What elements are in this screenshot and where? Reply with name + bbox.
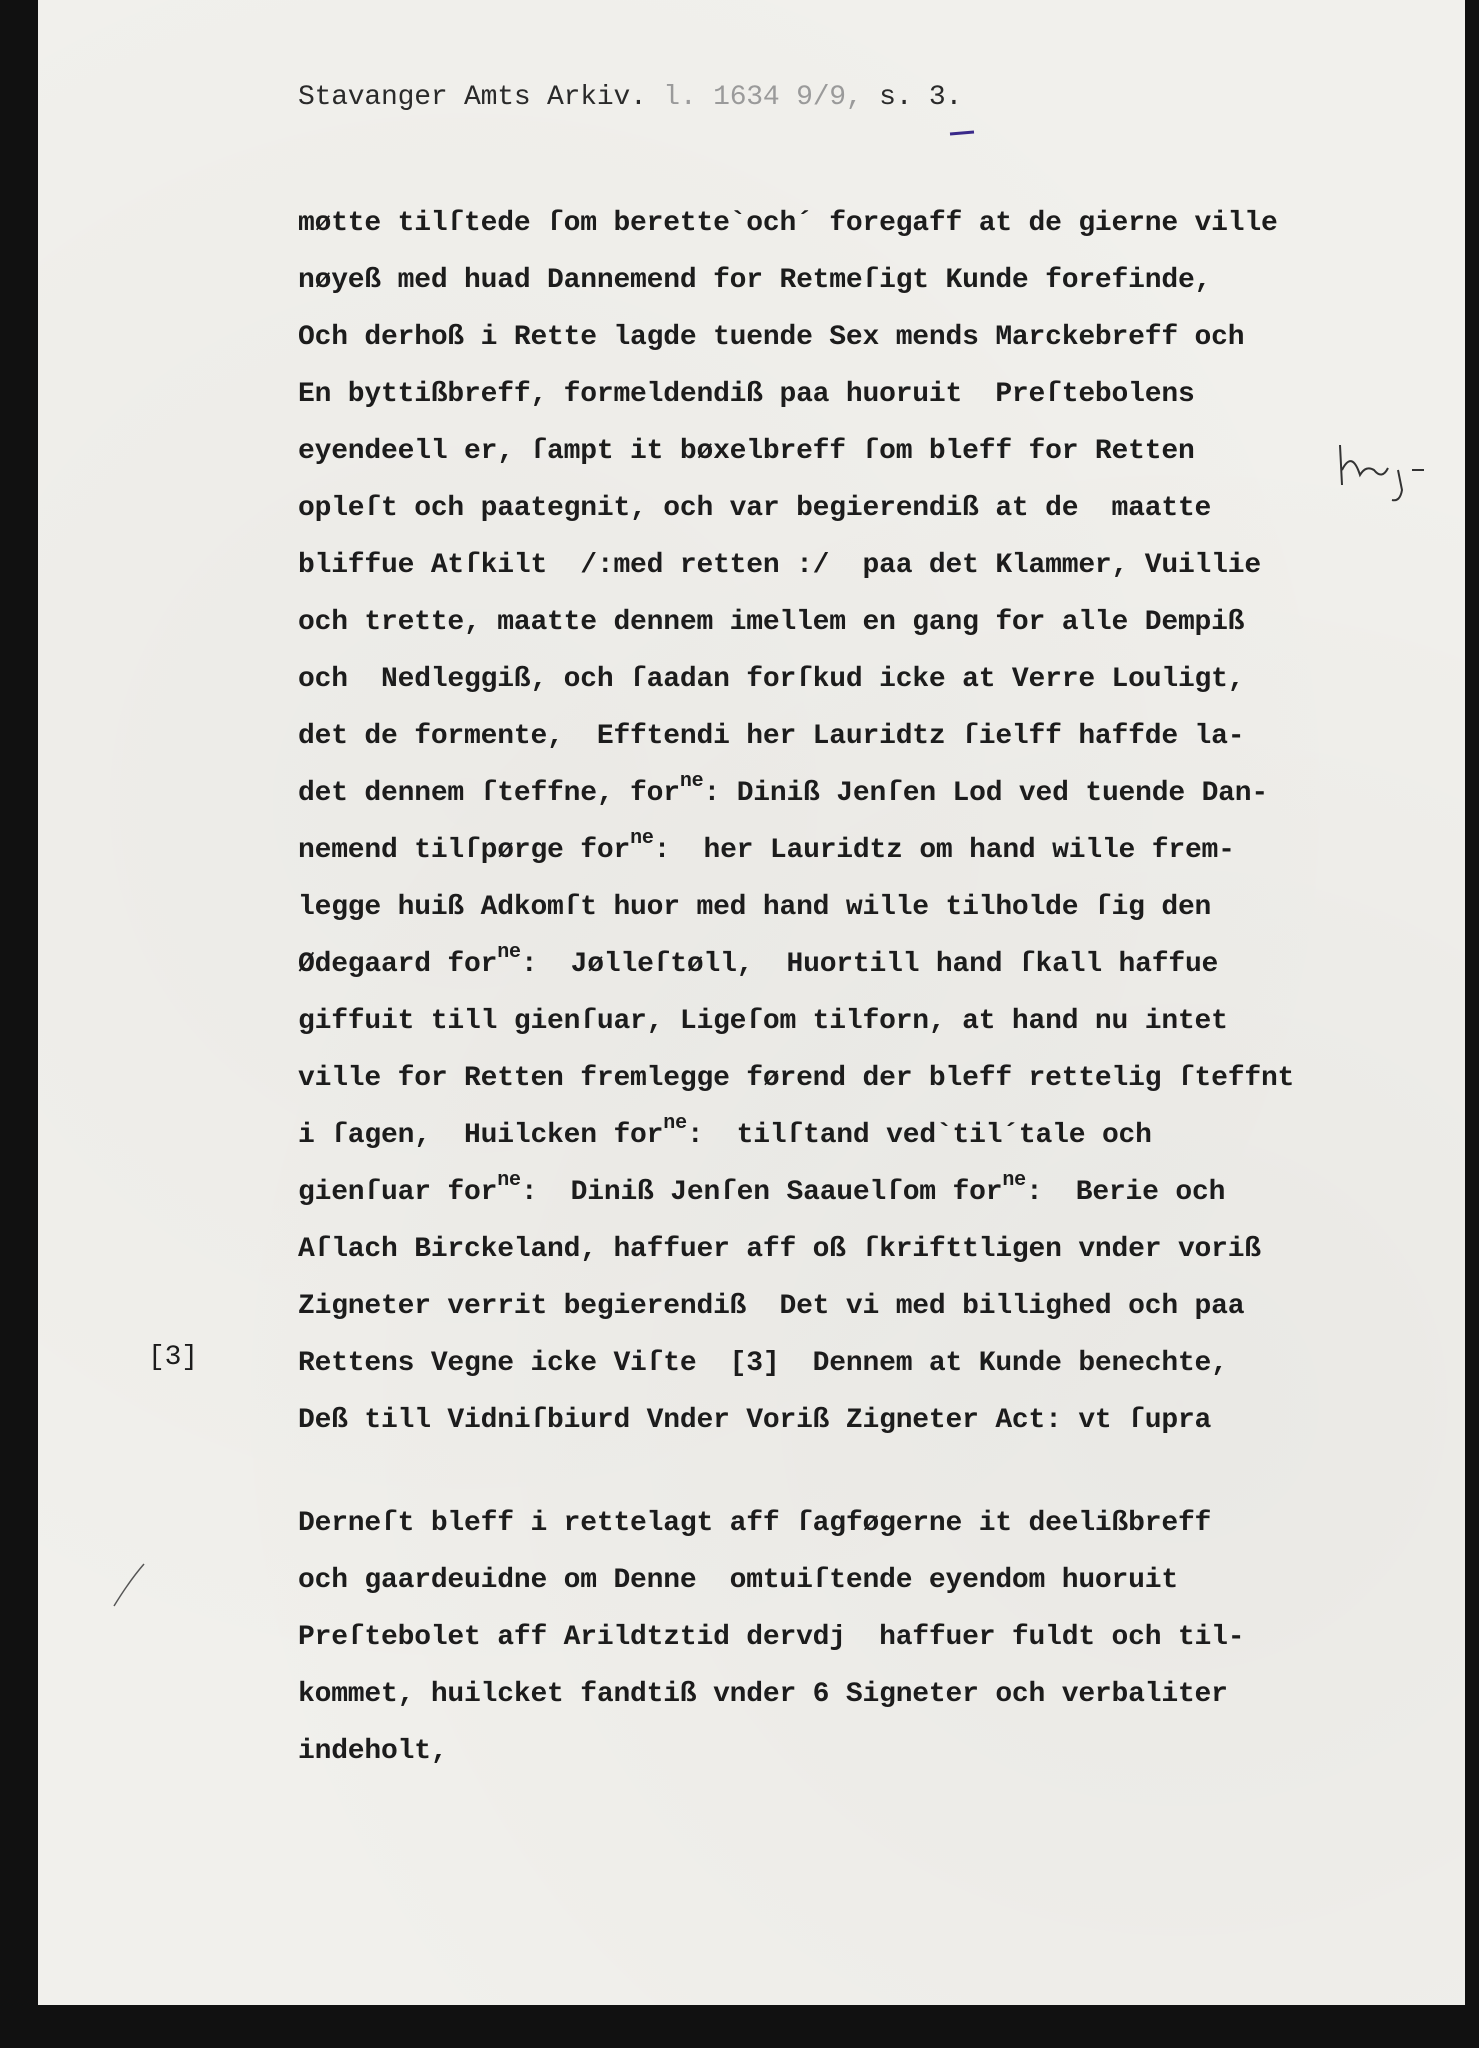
- text-line: [298, 1169, 1226, 1211]
- text-segment: och gaardeuidne om Denne omtuiſtende eyendom huoruit: [298, 1565, 1178, 1596]
- text-segment: Zigneter verrit begierendiß Det vi med billighed och paa: [298, 1291, 1245, 1322]
- superscript-abbreviation: ne: [663, 1112, 687, 1135]
- text-segment: och Nedleggiß, och ſaadan forſkud icke at Verre Louligt,: [298, 664, 1245, 695]
- text-line: [298, 1234, 1261, 1266]
- text-line: [298, 1736, 447, 1768]
- text-segment: indeholt,: [298, 1736, 448, 1767]
- archive-header: [298, 82, 962, 114]
- text-line: [298, 607, 1244, 639]
- text-segment: møtte tilſtede ſom berette`och´ foregaff at de gierne ville: [298, 208, 1278, 239]
- text-segment: giffuit till gienſuar, Ligeſom tilforn, at hand nu intet: [298, 1006, 1228, 1037]
- text-line: [298, 1565, 1178, 1597]
- text-segment: Ødegaard for: [298, 949, 498, 980]
- text-line: [298, 721, 1244, 753]
- archive-name: Stavanger Amts Arkiv.: [298, 82, 647, 113]
- superscript-abbreviation: ne: [497, 1169, 521, 1192]
- text-line: [298, 1063, 1294, 1095]
- text-segment: det de formente, Efftendi her Lauridtz ſielff haffde la-: [298, 721, 1245, 752]
- text-line: [298, 1006, 1228, 1038]
- superscript-abbreviation: ne: [630, 827, 654, 850]
- text-segment: Rettens Vegne icke Viſte [3] Dennem at Kunde benechte,: [298, 1348, 1228, 1379]
- text-line: [298, 770, 1268, 812]
- text-segment: : Diniß Jenſen Saauelſom for: [520, 1177, 1003, 1208]
- margin-pencil-stroke: [110, 1560, 150, 1610]
- text-segment: gienſuar for: [298, 1177, 498, 1208]
- text-line: [298, 827, 1235, 869]
- text-segment: En byttißbreff, formeldendiß paa huoruit Preſtebolens: [298, 379, 1195, 410]
- text-segment: kommet, huilcket fandtiß vnder 6 Signeter och verbaliter: [298, 1679, 1228, 1710]
- text-line: [298, 664, 1244, 696]
- text-segment: i ſagen, Huilcken for: [298, 1120, 664, 1151]
- text-line: [298, 1405, 1211, 1437]
- page-number: s. 3.: [879, 82, 963, 113]
- text-line: [298, 493, 1211, 525]
- text-segment: Deß till Vidniſbiurd Vnder Voriß Zigneter Act: vt ſupra: [298, 1405, 1212, 1436]
- text-segment: Preſtebolet aff Arildtztid dervdj haffuer fuldt och til-: [298, 1622, 1245, 1653]
- text-line: [298, 322, 1244, 354]
- text-line: [298, 941, 1219, 983]
- text-segment: det dennem ſteffne, for: [298, 778, 680, 809]
- text-segment: Och derhoß i Rette lagde tuende Sex mends Marckebreff och: [298, 322, 1245, 353]
- text-segment: nøyeß med huad Dannemend for Retmeſigt Kunde forefinde,: [298, 265, 1212, 296]
- text-line: [298, 550, 1261, 582]
- text-segment: bliffue Atſkilt /:med retten :/ paa det Klammer, Vuillie: [298, 550, 1261, 581]
- text-line: [298, 208, 1278, 240]
- text-segment: ville for Retten fremlegge førend der bleff rettelig ſteffnt: [298, 1063, 1295, 1094]
- superscript-abbreviation: ne: [679, 770, 704, 793]
- text-segment: eyendeell er, ſampt it bøxelbreff ſom bleff for Retten: [298, 436, 1195, 467]
- text-line: [298, 1112, 1152, 1154]
- text-line: [298, 1508, 1211, 1540]
- handwritten-note: [1330, 430, 1440, 510]
- text-segment: legge huiß Adkomſt huor med hand wille tilholde ſig den: [298, 892, 1212, 923]
- text-segment: Derneſt bleff i rettelagt aff ſagføgerne it deelißbreff: [298, 1508, 1212, 1539]
- text-line: [298, 436, 1195, 468]
- text-segment: : Diniß Jenſen Lod ved tuende Dan-: [703, 778, 1268, 809]
- text-line: [298, 892, 1211, 924]
- text-line: [298, 1622, 1244, 1654]
- text-line: [298, 1679, 1228, 1711]
- text-line: [298, 379, 1195, 411]
- text-segment: : tilſtand ved`til´tale och: [686, 1120, 1152, 1151]
- text-segment: : Jølleſtøll, Huortill hand ſkall haffue: [520, 949, 1219, 980]
- superscript-abbreviation: ne: [497, 941, 521, 964]
- text-line: [298, 1291, 1244, 1323]
- text-line: [298, 1348, 1228, 1380]
- margin-note: [3]: [148, 1342, 198, 1373]
- text-segment: nemend tilſpørge for: [298, 835, 631, 866]
- archive-reference: l. 1634 9/9,: [663, 82, 863, 113]
- text-segment: : her Lauridtz om hand wille frem-: [653, 835, 1235, 866]
- page-number-underline: [948, 128, 978, 138]
- text-line: [298, 265, 1211, 297]
- superscript-abbreviation: ne: [1002, 1169, 1026, 1192]
- text-segment: : Berie och: [1025, 1177, 1226, 1208]
- text-segment: Aſlach Birckeland, haffuer aff oß ſkrifttligen vnder voriß: [298, 1234, 1261, 1265]
- text-segment: opleſt och paategnit, och var begierendiß at de maatte: [298, 493, 1212, 524]
- text-segment: och trette, maatte dennem imellem en gang for alle Dempiß: [298, 607, 1245, 638]
